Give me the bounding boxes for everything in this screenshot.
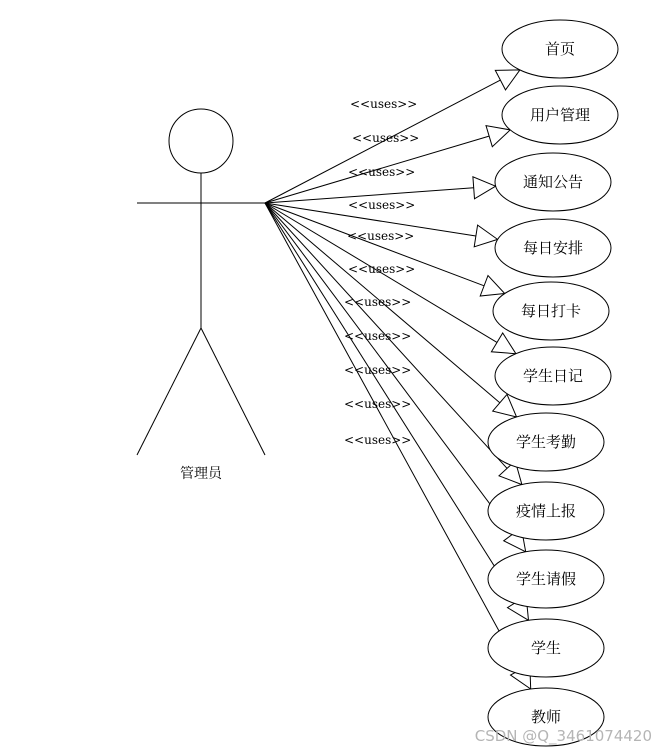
actor (137, 109, 265, 482)
uses-label: <<uses>> (347, 229, 415, 243)
uses-label: <<uses>> (352, 131, 420, 145)
use-case-2 (502, 86, 618, 144)
use-case-label: 学生考勤 (515, 433, 577, 451)
use-case-6 (495, 347, 611, 405)
use-cases (488, 20, 618, 746)
arrowhead (493, 394, 517, 417)
use-case-7 (488, 413, 604, 471)
arrowhead (495, 70, 520, 90)
use-case-9 (488, 550, 604, 608)
use-case-label: 学生日记 (522, 367, 584, 385)
use-case-label: 学生请假 (515, 570, 577, 588)
uses-label: <<uses>> (348, 165, 416, 179)
actor-label: 管理员 (180, 466, 222, 482)
use-case-label: 教师 (530, 708, 562, 726)
uses-label: <<uses>> (350, 97, 418, 111)
uses-label: <<uses>> (344, 433, 412, 447)
arrowhead (474, 225, 497, 247)
actor-head (169, 109, 233, 173)
uses-label: <<uses>> (344, 329, 412, 343)
arrowhead (491, 333, 516, 354)
arrowhead (480, 276, 505, 297)
use-case-label: 每日打卡 (520, 302, 582, 320)
use-case-4 (495, 219, 611, 277)
watermark: CSDN @Q_3461074420 (474, 727, 652, 745)
uses-label: <<uses>> (344, 363, 412, 377)
uses-label: <<uses>> (348, 262, 416, 276)
association-9 (265, 203, 526, 552)
use-case-label: 疫情上报 (515, 502, 577, 520)
arrowhead (486, 126, 510, 147)
use-case-label: 每日安排 (522, 239, 584, 257)
actor-left-leg (137, 328, 201, 455)
use-case-label: 用户管理 (529, 106, 591, 124)
uses-label: <<uses>> (344, 295, 412, 309)
use-case-label: 通知公告 (522, 173, 584, 191)
uses-label: <<uses>> (344, 397, 412, 411)
use-case-label: 首页 (544, 40, 576, 58)
actor-right-leg (201, 328, 265, 455)
uses-label: <<uses>> (348, 198, 416, 212)
use-case-5 (493, 282, 609, 340)
associations (265, 70, 531, 689)
use-case-label: 学生 (530, 639, 562, 657)
use-case-3 (495, 153, 611, 211)
arrowhead (473, 177, 496, 199)
association-5 (265, 203, 505, 296)
use-case-1 (502, 20, 618, 78)
use-case-8 (488, 482, 604, 540)
use-case-10 (488, 619, 604, 677)
